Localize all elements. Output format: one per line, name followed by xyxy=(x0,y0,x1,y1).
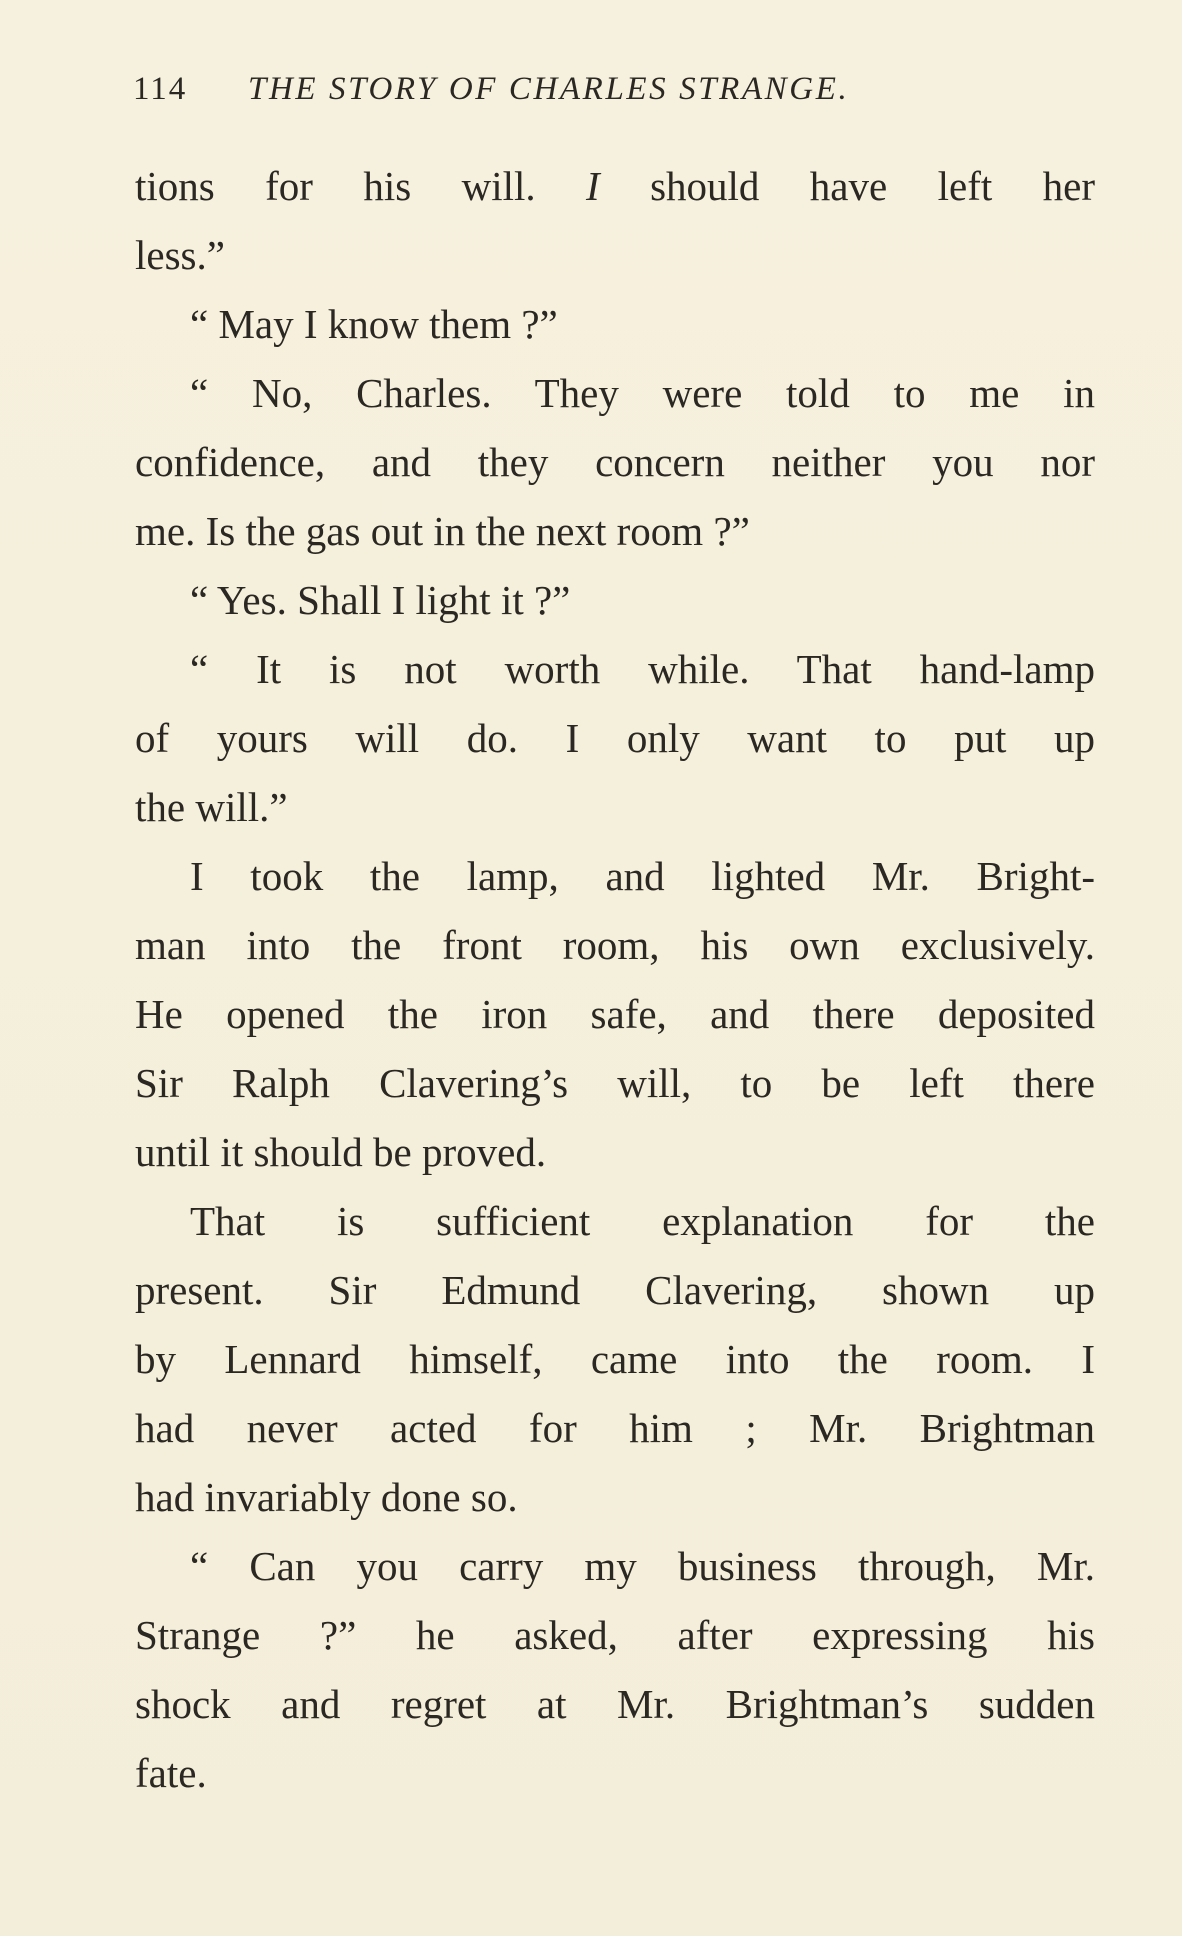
running-head: THE STORY OF CHARLES STRANGE. xyxy=(248,71,850,107)
text-segment: tions for his will. xyxy=(135,163,587,209)
text-line: the will.” xyxy=(135,784,288,830)
text-line: “ No, Charles. They were told to me in xyxy=(190,370,1095,416)
text-line: He opened the iron safe, and there deposited xyxy=(135,991,1095,1037)
text-line: I took the lamp, and lighted Mr. Bright- xyxy=(190,853,1095,899)
text-line: me. Is the gas out in the next room ?” xyxy=(135,508,750,554)
text-line: “ It is not worth while. That hand-lamp xyxy=(190,646,1095,692)
text-line: shock and regret at Mr. Brightman’s sudden xyxy=(135,1681,1095,1727)
text-line: by Lennard himself, came into the room. I xyxy=(135,1336,1095,1382)
text-line: “ May I know them ?” xyxy=(190,301,558,347)
page-number: 114 xyxy=(133,71,188,107)
text-line: had never acted for him ; Mr. Brightman xyxy=(135,1405,1095,1451)
text-line: confidence, and they concern neither you nor xyxy=(135,439,1095,485)
text-line: Sir Ralph Clavering’s will, to be left there xyxy=(135,1060,1095,1106)
text-line xyxy=(135,152,1095,221)
body-text xyxy=(135,152,1095,1808)
text-line: “ Can you carry my business through, Mr. xyxy=(190,1543,1095,1589)
text-line: of yours will do. I only want to put up xyxy=(135,715,1095,761)
text-line: until it should be proved. xyxy=(135,1129,547,1175)
text-line: That is sufficient explanation for the xyxy=(190,1198,1095,1244)
text-line: fate. xyxy=(135,1750,207,1796)
text-line: less.” xyxy=(135,232,225,278)
page-header xyxy=(133,64,1033,114)
text-segment: should have left her xyxy=(599,163,1095,209)
text-line: had invariably done so. xyxy=(135,1474,518,1520)
text-line: Strange ?” he asked, after expressing his xyxy=(135,1612,1095,1658)
italic-word: I xyxy=(586,163,600,209)
text-line: man into the front room, his own exclusively. xyxy=(135,922,1095,968)
text-line: present. Sir Edmund Clavering, shown up xyxy=(135,1267,1095,1313)
text-line: “ Yes. Shall I light it ?” xyxy=(190,577,571,623)
